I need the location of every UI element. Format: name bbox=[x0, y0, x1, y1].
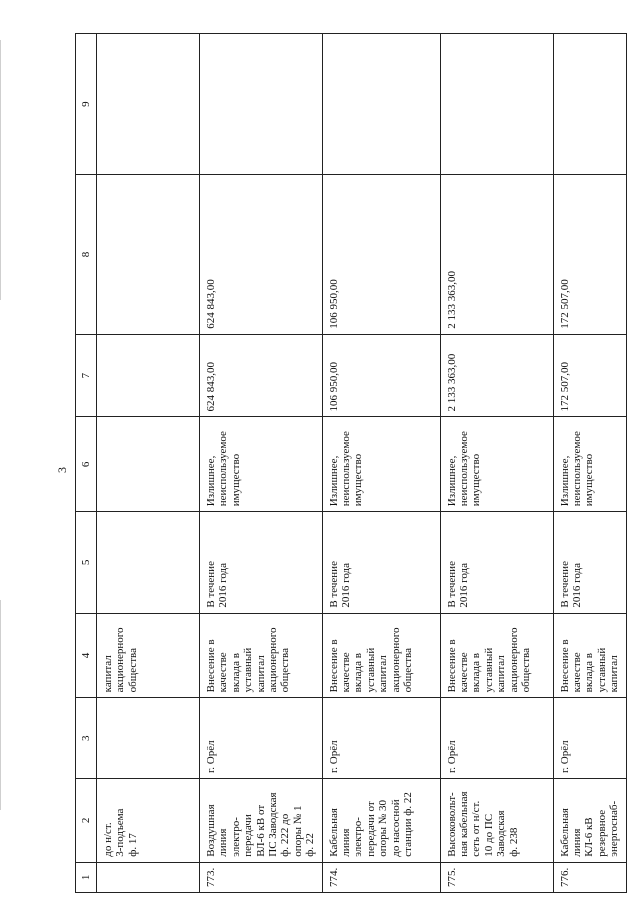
note bbox=[553, 34, 626, 175]
header-cell: 3 bbox=[76, 698, 97, 779]
note bbox=[322, 34, 440, 175]
privatization-reason bbox=[97, 417, 200, 512]
value-col8 bbox=[97, 175, 200, 335]
header-cell: 5 bbox=[76, 512, 97, 613]
value-col7: 2 133 363,00 bbox=[440, 334, 553, 417]
value-col7 bbox=[97, 334, 200, 417]
value-col7: 624 843,00 bbox=[200, 334, 323, 417]
note bbox=[200, 34, 323, 175]
object-location: г. Орёл bbox=[553, 698, 626, 779]
row-number: 774. bbox=[322, 862, 440, 892]
header-cell: 2 bbox=[76, 779, 97, 863]
table-row bbox=[440, 34, 553, 893]
object-name: до н/ст. 3-подъема ф. 17 bbox=[97, 779, 200, 863]
privatization-reason: Излишнее, неиспользуемое имущество bbox=[322, 417, 440, 512]
privatization-reason: Излишнее, неиспользуемое имущество bbox=[553, 417, 626, 512]
header-cell: 9 bbox=[76, 34, 97, 175]
header-cell: 7 bbox=[76, 334, 97, 417]
table-row bbox=[200, 34, 323, 893]
header-cell: 4 bbox=[76, 613, 97, 698]
header-cell: 1 bbox=[76, 862, 97, 892]
privatization-reason: Излишнее, неиспользуемое имущество bbox=[440, 417, 553, 512]
scan-edge-line bbox=[0, 40, 1, 300]
table-row bbox=[97, 34, 200, 893]
value-col8: 624 843,00 bbox=[200, 175, 323, 335]
object-location: г. Орёл bbox=[200, 698, 323, 779]
privatization-term: В течение 2016 года bbox=[200, 512, 323, 613]
value-col8: 2 133 363,00 bbox=[440, 175, 553, 335]
value-col7: 172 507,00 bbox=[553, 334, 626, 417]
row-number: 773. bbox=[200, 862, 323, 892]
object-name: Высоковольт- ная кабельная сеть от н/ст. 10 до ПС Заводская ф. 238 bbox=[440, 779, 553, 863]
header-cell: 8 bbox=[76, 175, 97, 335]
scan-edge-line bbox=[0, 600, 1, 810]
value-col8: 106 950,00 bbox=[322, 175, 440, 335]
privatization-method: Внесение в качестве вклада в уставный капитал акционерного общества bbox=[322, 613, 440, 698]
privatization-method: капитал акционерного общества bbox=[97, 613, 200, 698]
privatization-term: В течение 2016 года bbox=[553, 512, 626, 613]
table-row bbox=[322, 34, 440, 893]
privatization-method: Внесение в качестве вклада в уставный капитал bbox=[553, 613, 626, 698]
privatization-method: Внесение в качестве вклада в уставный капитал акционерного общества bbox=[200, 613, 323, 698]
rotated-page bbox=[40, 33, 621, 893]
row-number bbox=[97, 862, 200, 892]
privatization-reason: Излишнее, неиспользуемое имущество bbox=[200, 417, 323, 512]
object-location bbox=[97, 698, 200, 779]
note bbox=[97, 34, 200, 175]
header-row bbox=[76, 34, 97, 893]
privatization-term: В течение 2016 года bbox=[440, 512, 553, 613]
table-row bbox=[553, 34, 626, 893]
privatization-term: В течение 2016 года bbox=[322, 512, 440, 613]
note bbox=[440, 34, 553, 175]
object-name: Воздушная линия электро- передачи ВЛ-6 кВ от ПС Заводская ф. 222 до опоры № 1 ф. 22 bbox=[200, 779, 323, 863]
privatization-term bbox=[97, 512, 200, 613]
object-location: г. Орёл bbox=[440, 698, 553, 779]
property-table bbox=[75, 33, 627, 893]
value-col7: 106 950,00 bbox=[322, 334, 440, 417]
privatization-method: Внесение в качестве вклада в уставный капитал акционерного общества bbox=[440, 613, 553, 698]
header-cell: 6 bbox=[76, 417, 97, 512]
object-location: г. Орёл bbox=[322, 698, 440, 779]
row-number: 775. bbox=[440, 862, 553, 892]
row-number: 776. bbox=[553, 862, 626, 892]
page-number: 3 bbox=[55, 467, 69, 473]
value-col8: 172 507,00 bbox=[553, 175, 626, 335]
object-name: Кабельная линия КЛ-6 кВ резервное энергоснаб- bbox=[553, 779, 626, 863]
object-name: Кабельная линия электро- передачи от опоры № 30 до насосной станции ф. 22 bbox=[322, 779, 440, 863]
